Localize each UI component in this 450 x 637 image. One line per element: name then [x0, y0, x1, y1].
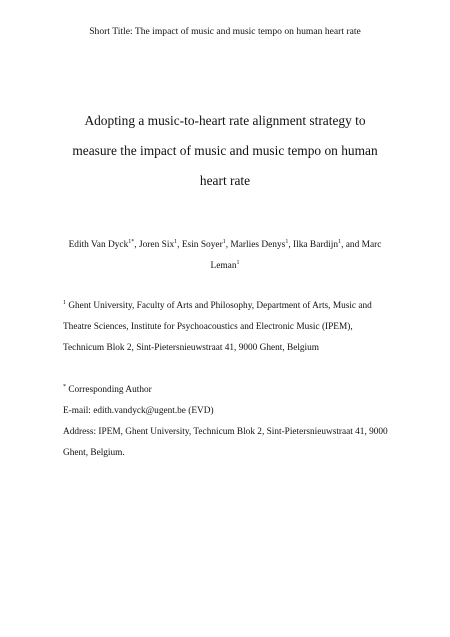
- paper-title: [40, 106, 410, 196]
- paper-title-line-1: Adopting a music-to-heart rate alignment strategy to: [84, 113, 366, 128]
- corresponding-author-label: [63, 380, 403, 401]
- author-affiliation-mark: 1: [222, 239, 226, 245]
- author-affiliation-mark: 1: [338, 239, 342, 245]
- author-separator: ,: [288, 240, 294, 250]
- author-affiliation-mark: 1: [174, 239, 178, 245]
- author-separator: ,: [225, 240, 231, 250]
- author-name: Leman: [210, 261, 237, 271]
- affiliation-line-3: Technicum Blok 2, Sint-Pietersnieuwstraat 41, 9000 Ghent, Belgium: [63, 343, 320, 353]
- short-title: Short Title: The impact of music and music tempo on human heart rate: [89, 26, 361, 37]
- affiliation-line-2: Theatre Sciences, Institute for Psychoacoustics and Electronic Music (IPEM),: [63, 322, 353, 332]
- corresponding-author-block: [63, 380, 403, 464]
- author-affiliation-mark: 1*: [128, 239, 135, 245]
- corresponding-mark: *: [63, 384, 66, 390]
- corresponding-email: E-mail: edith.vandyck@ugent.be (EVD): [63, 406, 214, 416]
- author-separator: ,: [177, 240, 182, 250]
- author-line-2: [45, 256, 405, 277]
- corresponding-address-line-2: Ghent, Belgium.: [63, 448, 125, 458]
- author-name: Ilka Bardijn: [293, 240, 339, 250]
- author-separator: , and Marc: [341, 240, 382, 250]
- affiliation-line-1: [63, 296, 393, 317]
- affiliation-mark: 1: [63, 300, 66, 306]
- affiliation-block: [63, 296, 393, 359]
- corresponding-label-text: Corresponding Author: [66, 385, 152, 395]
- paper-title-line-3: heart rate: [199, 173, 251, 188]
- author-affiliation-mark: 1: [285, 239, 289, 245]
- author-affiliation-mark: 1: [236, 260, 240, 266]
- paper-title-line-2: measure the impact of music and music tempo on human: [72, 143, 378, 158]
- author-name: Esin Soyer: [181, 240, 223, 250]
- author-name: Joren Six: [138, 240, 175, 250]
- author-separator: ,: [134, 240, 139, 250]
- author-name: Marlies Denys: [230, 240, 286, 250]
- affiliation-text: Ghent University, Faculty of Arts and Philosophy, Department of Arts, Music and: [66, 301, 372, 311]
- author-name: Edith Van Dyck: [68, 240, 129, 250]
- author-line-1: [45, 235, 405, 256]
- author-list: [45, 235, 405, 277]
- corresponding-address-line-1: Address: IPEM, Ghent University, Technicum Blok 2, Sint-Pietersnieuwstraat 41, 9000: [63, 427, 388, 437]
